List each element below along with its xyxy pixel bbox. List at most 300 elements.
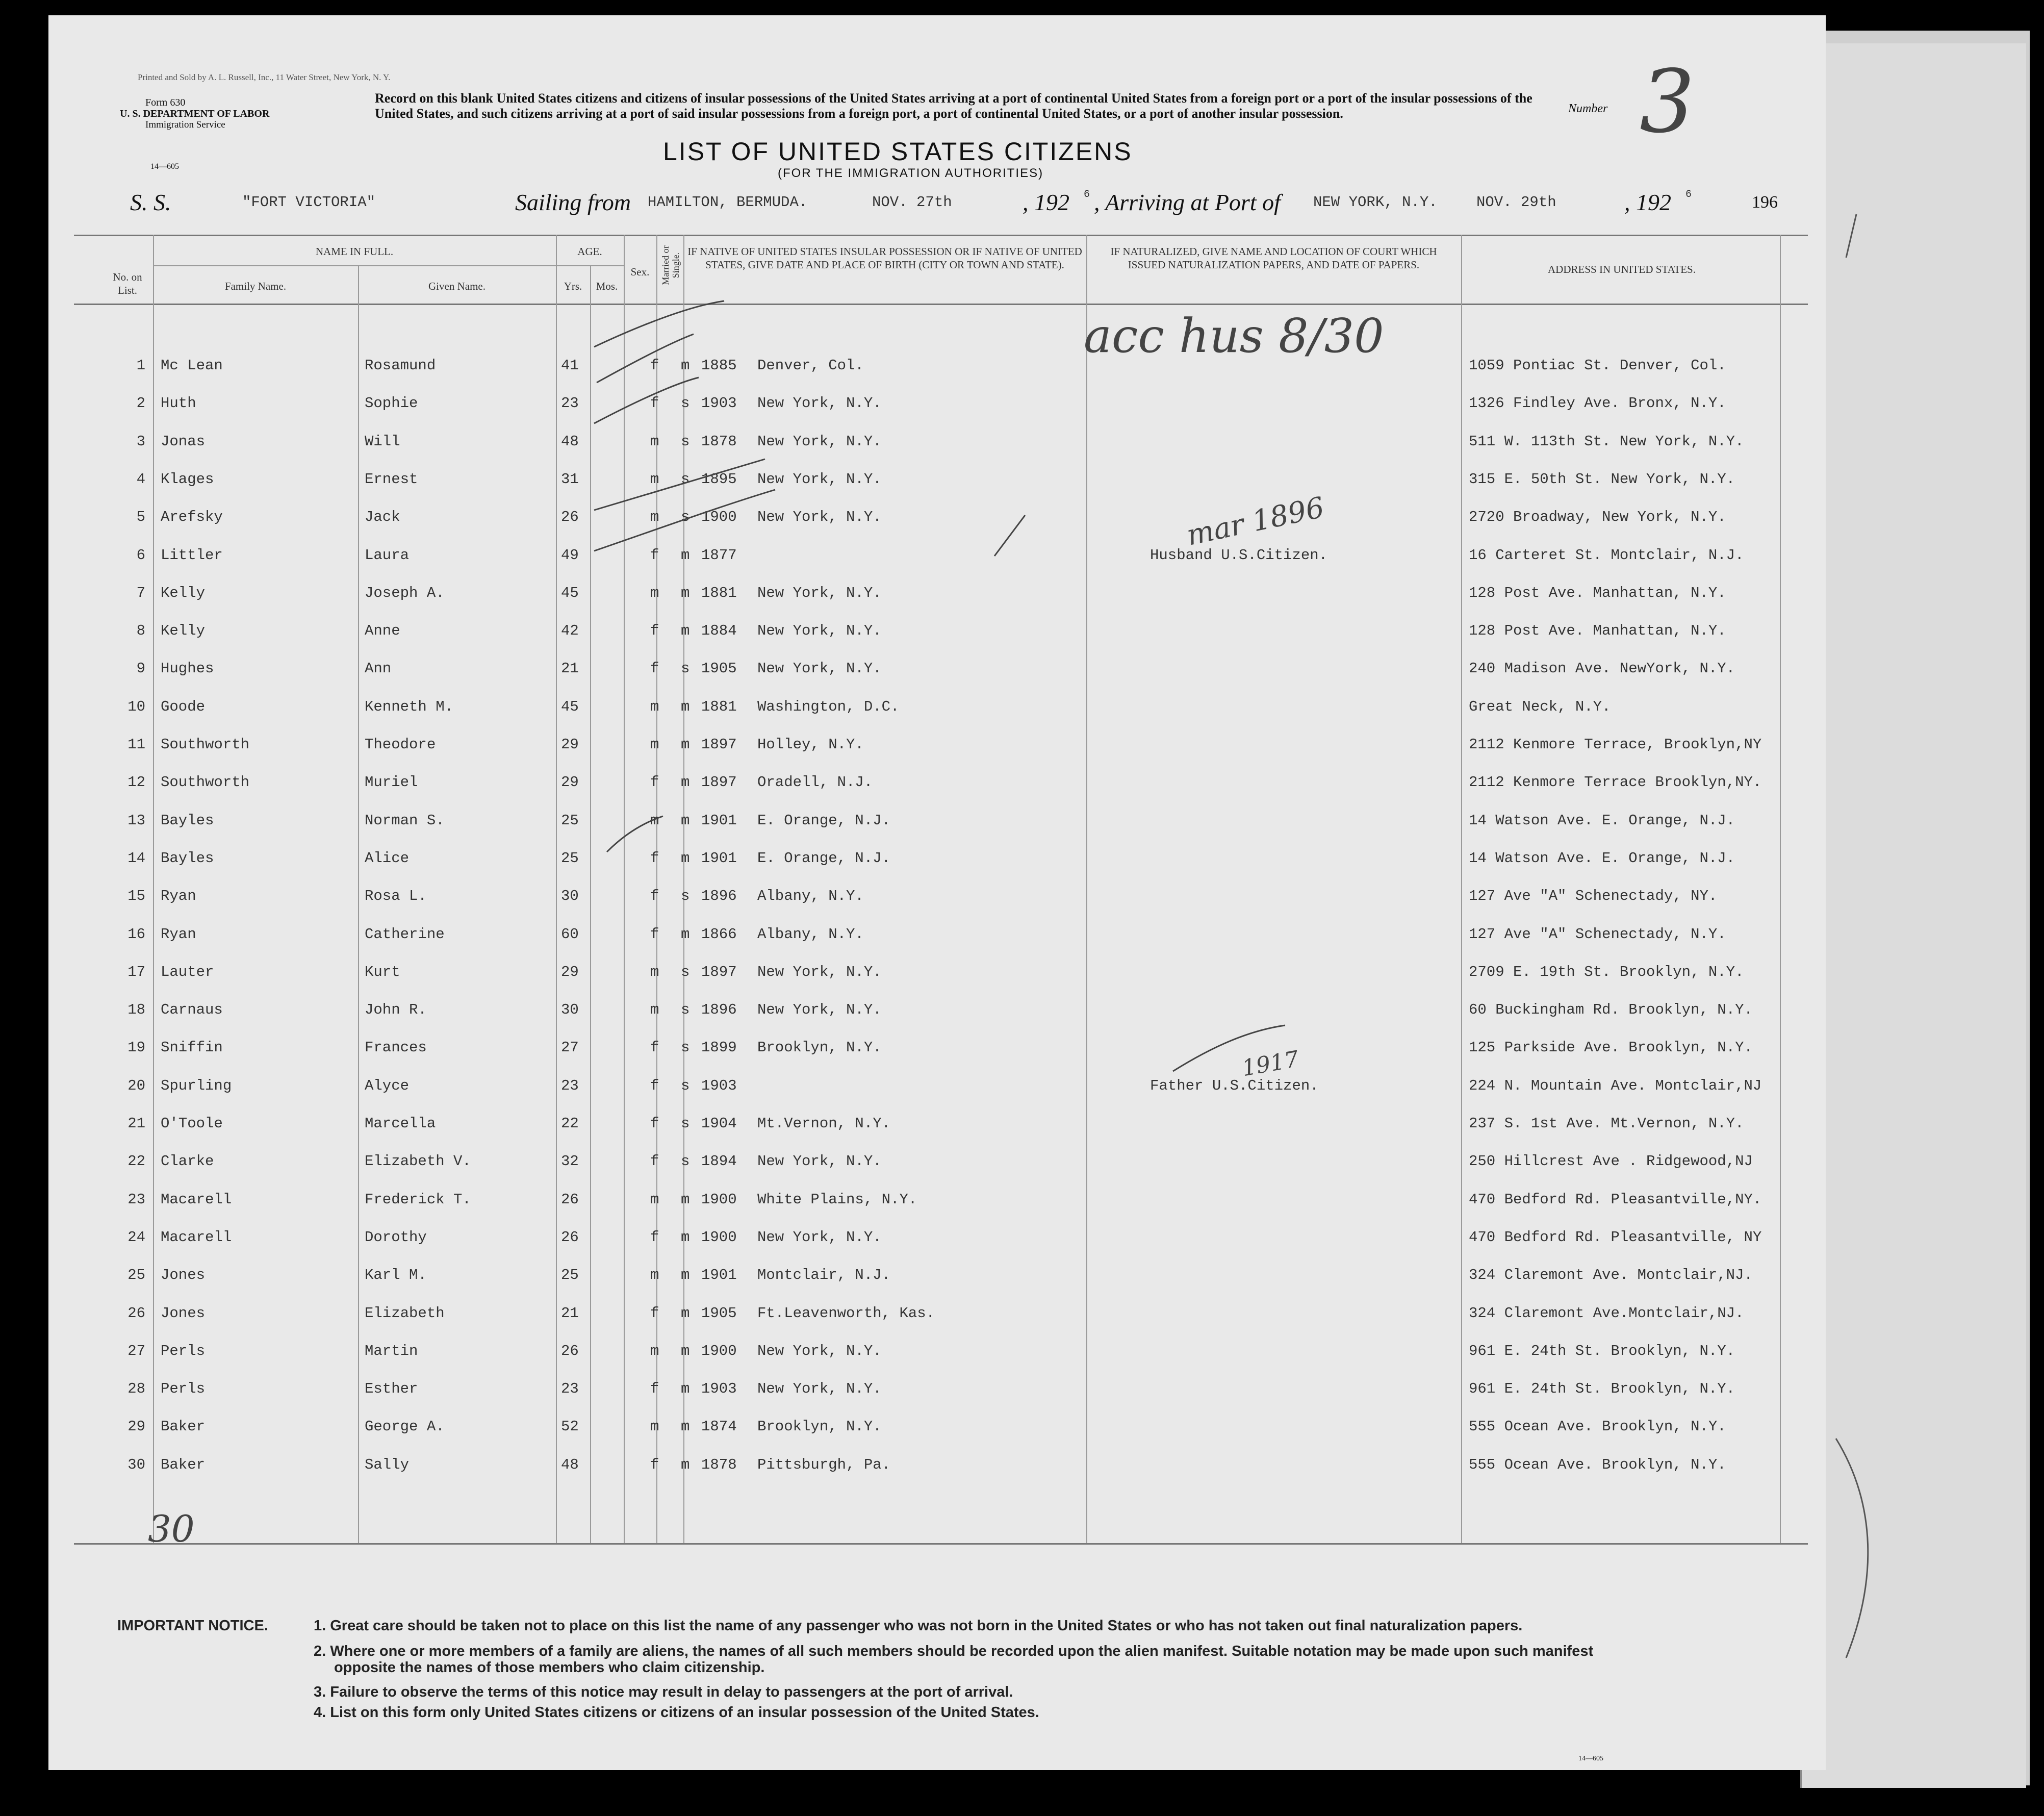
cell-ms: m: [681, 357, 690, 374]
cell-ms: s: [681, 470, 690, 488]
cell-ms: m: [681, 1456, 690, 1473]
cell-ms: m: [681, 1191, 690, 1208]
ship-name: "FORT VICTORIA": [242, 194, 376, 211]
cell-ms: m: [681, 1342, 690, 1359]
cell-family: Perls: [161, 1342, 206, 1359]
col-name-in-full: NAME IN FULL.: [315, 245, 394, 258]
cell-family: Jones: [161, 1304, 206, 1322]
cell-year: 1900: [701, 1342, 737, 1359]
handwritten-note: mar 1896: [1184, 491, 1327, 552]
cell-year: 1903: [701, 1380, 737, 1398]
cell-no: 5: [136, 509, 145, 526]
number-label: Number: [1568, 102, 1608, 115]
cell-given: Frances: [365, 1039, 427, 1056]
cell-place: New York, N.Y.: [757, 433, 882, 450]
cell-year: 1904: [701, 1115, 737, 1132]
cell-place: Pittsburgh, Pa.: [757, 1456, 891, 1473]
cell-no: 10: [127, 698, 145, 715]
cell-family: Littler: [161, 546, 223, 564]
cell-yrs: 30: [561, 1001, 579, 1019]
cell-given: Ann: [365, 660, 392, 677]
cell-addr: 2720 Broadway, New York, N.Y.: [1469, 509, 1726, 526]
cell-ms: m: [681, 584, 690, 601]
cell-place: Holley, N.Y.: [757, 736, 864, 753]
cell-ms: m: [681, 774, 690, 791]
cell-addr: 16 Carteret St. Montclair, N.J.: [1469, 546, 1744, 564]
cell-addr: 250 Hillcrest Ave . Ridgewood,NJ: [1469, 1153, 1753, 1170]
cell-year: 1903: [701, 1077, 737, 1094]
cell-no: 21: [127, 1115, 145, 1132]
cell-place: New York, N.Y.: [757, 509, 882, 526]
cell-place: Albany, N.Y.: [757, 925, 864, 943]
cell-given: Kurt: [365, 963, 400, 980]
cell-no: 13: [127, 812, 145, 829]
cell-family: Spurling: [161, 1077, 232, 1094]
cell-year: 1901: [701, 1267, 737, 1284]
cell-yrs: 29: [561, 736, 579, 753]
cell-ms: m: [681, 812, 690, 829]
cell-addr: 1059 Pontiac St. Denver, Col.: [1469, 357, 1726, 374]
cell-sex: f: [650, 1115, 659, 1132]
cell-given: Theodore: [365, 736, 436, 753]
cell-no: 28: [127, 1380, 145, 1398]
cell-family: Perls: [161, 1380, 206, 1398]
cell-yrs: 25: [561, 1267, 579, 1284]
cell-given: Martin: [365, 1342, 418, 1359]
cell-year: 1881: [701, 698, 737, 715]
cell-yrs: 49: [561, 546, 579, 564]
cell-yrs: 26: [561, 1342, 579, 1359]
cell-given: John R.: [365, 1001, 427, 1019]
cell-family: Southworth: [161, 774, 250, 791]
form-code: 14—605: [150, 162, 179, 171]
cell-place: New York, N.Y.: [757, 584, 882, 601]
cell-given: Muriel: [365, 774, 418, 791]
cell-ms: s: [681, 395, 690, 412]
cell-sex: m: [650, 1418, 659, 1435]
cell-sex: f: [650, 395, 659, 412]
service: Immigration Service: [145, 119, 225, 130]
cell-yrs: 25: [561, 812, 579, 829]
cell-family: Carnaus: [161, 1001, 223, 1019]
notice-item: 3. Failure to observe the terms of this notice may result in delay to passengers at the port of arrival.: [314, 1684, 1013, 1700]
cell-ms: s: [681, 1039, 690, 1056]
cell-family: Macarell: [161, 1191, 232, 1208]
cell-year: 1897: [701, 736, 737, 753]
cell-sex: m: [650, 1342, 659, 1359]
cell-year: 1897: [701, 963, 737, 980]
notice-label: IMPORTANT NOTICE.: [117, 1618, 268, 1634]
cell-year: 1895: [701, 470, 737, 488]
cell-family: O'Toole: [161, 1115, 223, 1132]
cell-year: 1877: [701, 546, 737, 564]
cell-place: Ft.Leavenworth, Kas.: [757, 1304, 935, 1322]
cell-sex: f: [650, 1456, 659, 1473]
col-birth: IF NATIVE OF UNITED STATES INSULAR POSSESSION OR IF NATIVE OF UNITED STATES, GIVE DATE AND PLACE OF BIRTH (CITY OR TOWN AND STATE).: [687, 245, 1082, 271]
cell-given: Sally: [365, 1456, 410, 1473]
sailing-from: HAMILTON, BERMUDA.: [648, 194, 808, 211]
cell-given: Laura: [365, 546, 410, 564]
cell-place: Brooklyn, N.Y.: [757, 1418, 882, 1435]
cell-addr: 2112 Kenmore Terrace, Brooklyn,NY: [1469, 736, 1762, 753]
cell-addr: 324 Claremont Ave. Montclair,NJ.: [1469, 1267, 1753, 1284]
cell-ms: s: [681, 1153, 690, 1170]
cell-given: Jack: [365, 509, 400, 526]
cell-yrs: 42: [561, 622, 579, 640]
cell-place: New York, N.Y.: [757, 1342, 882, 1359]
cell-given: Esther: [365, 1380, 418, 1398]
cell-family: Kelly: [161, 622, 206, 640]
col-married-single: Married or Single.: [660, 245, 681, 285]
cell-given: Elizabeth V.: [365, 1153, 471, 1170]
cell-ms: m: [681, 622, 690, 640]
cell-given: Catherine: [365, 925, 445, 943]
cell-year: 1874: [701, 1418, 737, 1435]
cell-family: Jones: [161, 1267, 206, 1284]
cell-year: 1896: [701, 888, 737, 905]
cell-ms: m: [681, 849, 690, 867]
cell-sex: f: [650, 1228, 659, 1246]
cell-yrs: 32: [561, 1153, 579, 1170]
cell-yrs: 60: [561, 925, 579, 943]
year-digit-2: 6: [1685, 189, 1692, 200]
cell-given: Marcella: [365, 1115, 436, 1132]
cell-yrs: 21: [561, 1304, 579, 1322]
cell-ms: m: [681, 546, 690, 564]
cell-natz: Husband U.S.Citizen.: [1150, 546, 1328, 564]
cell-no: 15: [127, 888, 145, 905]
cell-no: 23: [127, 1191, 145, 1208]
cell-year: 1866: [701, 925, 737, 943]
cell-year: 1901: [701, 849, 737, 867]
cell-given: Norman S.: [365, 812, 445, 829]
col-family-name: Family Name.: [224, 280, 287, 292]
cell-ms: s: [681, 888, 690, 905]
cell-yrs: 23: [561, 1380, 579, 1398]
col-address: ADDRESS IN UNITED STATES.: [1548, 263, 1696, 275]
cell-given: Frederick T.: [365, 1191, 471, 1208]
cell-ms: m: [681, 1304, 690, 1322]
col-mos: Mos.: [596, 280, 618, 292]
cell-family: Jonas: [161, 433, 206, 450]
year-label-2: , 192: [1624, 189, 1671, 215]
cell-yrs: 48: [561, 1456, 579, 1473]
cell-year: 1901: [701, 812, 737, 829]
cell-sex: m: [650, 433, 659, 450]
cell-addr: 470 Bedford Rd. Pleasantville,NY.: [1469, 1191, 1762, 1208]
cell-addr: 127 Ave "A" Schenectady, NY.: [1469, 888, 1718, 905]
cell-ms: m: [681, 1228, 690, 1246]
sailing-label: Sailing from: [515, 189, 631, 215]
cell-ms: m: [681, 1267, 690, 1284]
cell-yrs: 27: [561, 1039, 579, 1056]
cell-no: 7: [136, 584, 145, 601]
list-number: 3: [1640, 52, 1695, 153]
year-label-1: , 192: [1023, 189, 1069, 215]
cell-no: 17: [127, 963, 145, 980]
cell-sex: m: [650, 1001, 659, 1019]
cell-no: 9: [136, 660, 145, 677]
arriving-port: NEW YORK, N.Y.: [1313, 194, 1438, 211]
col-given-name: Given Name.: [428, 280, 486, 292]
cell-year: 1900: [701, 509, 737, 526]
cell-no: 26: [127, 1304, 145, 1322]
cell-no: 18: [127, 1001, 145, 1019]
cell-place: New York, N.Y.: [757, 622, 882, 640]
cell-place: Mt.Vernon, N.Y.: [757, 1115, 891, 1132]
cell-ms: s: [681, 1077, 690, 1094]
cell-no: 4: [136, 470, 145, 488]
col-sex: Sex.: [630, 266, 650, 278]
cell-yrs: 29: [561, 774, 579, 791]
cell-addr: 125 Parkside Ave. Brooklyn, N.Y.: [1469, 1039, 1753, 1056]
cell-yrs: 48: [561, 433, 579, 450]
cell-family: Macarell: [161, 1228, 232, 1246]
cell-addr: 224 N. Mountain Ave. Montclair,NJ: [1469, 1077, 1762, 1094]
cell-yrs: 23: [561, 1077, 579, 1094]
cell-sex: f: [650, 1039, 659, 1056]
col-yrs: Yrs.: [564, 280, 582, 292]
cell-no: 8: [136, 622, 145, 640]
cell-yrs: 45: [561, 698, 579, 715]
cell-ms: s: [681, 1115, 690, 1132]
cell-given: Anne: [365, 622, 400, 640]
cell-given: Rosa L.: [365, 888, 427, 905]
cell-sex: m: [650, 584, 659, 601]
cell-place: E. Orange, N.J.: [757, 849, 891, 867]
cell-place: Albany, N.Y.: [757, 888, 864, 905]
cell-yrs: 23: [561, 395, 579, 412]
page-subtitle: (FOR THE IMMIGRATION AUTHORITIES): [778, 166, 1044, 180]
cell-yrs: 26: [561, 509, 579, 526]
handwritten-note: acc hus 8/30: [1084, 309, 1384, 363]
cell-yrs: 26: [561, 1228, 579, 1246]
cell-no: 12: [127, 774, 145, 791]
cell-no: 20: [127, 1077, 145, 1094]
cell-addr: 555 Ocean Ave. Brooklyn, N.Y.: [1469, 1456, 1726, 1473]
cell-sex: m: [650, 1267, 659, 1284]
cell-no: 22: [127, 1153, 145, 1170]
stamp-number: 196: [1752, 193, 1778, 212]
cell-year: 1900: [701, 1191, 737, 1208]
cell-given: Will: [365, 433, 400, 450]
cell-year: 1900: [701, 1228, 737, 1246]
cell-yrs: 31: [561, 470, 579, 488]
cell-sex: m: [650, 963, 659, 980]
cell-place: New York, N.Y.: [757, 963, 882, 980]
cell-given: Rosamund: [365, 357, 436, 374]
cell-family: Ryan: [161, 888, 196, 905]
cell-sex: m: [650, 470, 659, 488]
cell-year: 1881: [701, 584, 737, 601]
cell-year: 1905: [701, 660, 737, 677]
cell-year: 1897: [701, 774, 737, 791]
cell-ms: s: [681, 963, 690, 980]
cell-sex: f: [650, 849, 659, 867]
cell-sex: m: [650, 509, 659, 526]
cell-addr: 14 Watson Ave. E. Orange, N.J.: [1469, 849, 1735, 867]
cell-place: Oradell, N.J.: [757, 774, 873, 791]
cell-family: Southworth: [161, 736, 250, 753]
cell-sex: m: [650, 1191, 659, 1208]
cell-addr: 237 S. 1st Ave. Mt.Vernon, N.Y.: [1469, 1115, 1744, 1132]
cell-sex: f: [650, 1380, 659, 1398]
notice-item: 1. Great care should be taken not to place on this list the name of any passenger who was not born in the United States or who has not taken out final naturalization papers.: [314, 1618, 1523, 1634]
footer-code: 14—605: [1578, 1755, 1603, 1762]
cell-year: 1896: [701, 1001, 737, 1019]
cell-family: Klages: [161, 470, 214, 488]
cell-addr: 14 Watson Ave. E. Orange, N.J.: [1469, 812, 1735, 829]
cell-addr: 961 E. 24th St. Brooklyn, N.Y.: [1469, 1380, 1735, 1398]
margin-marks: [1836, 214, 1868, 1658]
cell-given: Ernest: [365, 470, 418, 488]
printer-line: Printed and Sold by A. L. Russell, Inc., 11 Water Street, New York, N. Y.: [138, 72, 391, 82]
cell-addr: 128 Post Ave. Manhattan, N.Y.: [1469, 622, 1726, 640]
cell-family: Bayles: [161, 849, 214, 867]
cell-addr: 2709 E. 19th St. Brooklyn, N.Y.: [1469, 963, 1744, 980]
cell-year: 1899: [701, 1039, 737, 1056]
cell-family: Kelly: [161, 584, 206, 601]
cell-family: Huth: [161, 395, 196, 412]
cell-yrs: 30: [561, 888, 579, 905]
handwritten-note: 1917: [1240, 1046, 1301, 1082]
sailing-date: NOV. 27th: [872, 194, 952, 211]
cell-yrs: 22: [561, 1115, 579, 1132]
cell-no: 30: [127, 1456, 145, 1473]
cell-given: Kenneth M.: [365, 698, 454, 715]
cell-sex: f: [650, 888, 659, 905]
cell-ms: s: [681, 509, 690, 526]
cell-given: George A.: [365, 1418, 445, 1435]
cell-given: Alyce: [365, 1077, 410, 1094]
cell-addr: 470 Bedford Rd. Pleasantville, NY: [1469, 1228, 1762, 1246]
cell-addr: 555 Ocean Ave. Brooklyn, N.Y.: [1469, 1418, 1726, 1435]
cell-addr: 128 Post Ave. Manhattan, N.Y.: [1469, 584, 1726, 601]
cell-addr: 60 Buckingham Rd. Brooklyn, N.Y.: [1469, 1001, 1753, 1019]
check-marks: [594, 301, 1285, 1071]
col-no-on-list: No. on List.: [113, 271, 142, 296]
cell-addr: Great Neck, N.Y.: [1469, 698, 1611, 715]
notice-item: 4. List on this form only United States citizens or citizens of an insular possession of the United States.: [314, 1704, 1039, 1721]
ss-label: S. S.: [130, 189, 171, 215]
cell-sex: m: [650, 698, 659, 715]
cell-sex: f: [650, 1077, 659, 1094]
cell-given: Alice: [365, 849, 410, 867]
cell-place: White Plains, N.Y.: [757, 1191, 917, 1208]
cell-place: New York, N.Y.: [757, 1228, 882, 1246]
cell-yrs: 26: [561, 1191, 579, 1208]
cell-no: 27: [127, 1342, 145, 1359]
cell-given: Joseph A.: [365, 584, 445, 601]
notice-item: opposite the names of those members who claim citizenship.: [334, 1659, 765, 1676]
cell-no: 2: [136, 395, 145, 412]
cell-no: 25: [127, 1267, 145, 1284]
cell-family: Baker: [161, 1456, 206, 1473]
cell-place: New York, N.Y.: [757, 660, 882, 677]
cell-year: 1894: [701, 1153, 737, 1170]
cell-place: E. Orange, N.J.: [757, 812, 891, 829]
cell-yrs: 52: [561, 1418, 579, 1435]
cell-ms: s: [681, 433, 690, 450]
cell-addr: 511 W. 113th St. New York, N.Y.: [1469, 433, 1744, 450]
cell-yrs: 25: [561, 849, 579, 867]
cell-addr: 961 E. 24th St. Brooklyn, N.Y.: [1469, 1342, 1735, 1359]
cell-no: 24: [127, 1228, 145, 1246]
cell-place: New York, N.Y.: [757, 1001, 882, 1019]
cell-family: Hughes: [161, 660, 214, 677]
cell-sex: f: [650, 546, 659, 564]
cell-addr: 1326 Findley Ave. Bronx, N.Y.: [1469, 395, 1726, 412]
cell-given: Elizabeth: [365, 1304, 445, 1322]
arriving-label: , Arriving at Port of: [1094, 189, 1281, 215]
cell-family: Clarke: [161, 1153, 214, 1170]
cell-family: Lauter: [161, 963, 214, 980]
cell-addr: 324 Claremont Ave.Montclair,NJ.: [1469, 1304, 1744, 1322]
cell-addr: 315 E. 50th St. New York, N.Y.: [1469, 470, 1735, 488]
cell-sex: m: [650, 812, 659, 829]
cell-year: 1885: [701, 357, 737, 374]
cell-place: New York, N.Y.: [757, 1380, 882, 1398]
cell-place: Washington, D.C.: [757, 698, 900, 715]
cell-place: Montclair, N.J.: [757, 1267, 891, 1284]
cell-year: 1884: [701, 622, 737, 640]
cell-sex: f: [650, 660, 659, 677]
cell-ms: m: [681, 925, 690, 943]
cell-family: Baker: [161, 1418, 206, 1435]
cell-addr: 2112 Kenmore Terrace Brooklyn,NY.: [1469, 774, 1762, 791]
cell-sex: f: [650, 925, 659, 943]
cell-family: Mc Lean: [161, 357, 223, 374]
cell-family: Goode: [161, 698, 206, 715]
form-number: Form 630: [145, 97, 186, 108]
cell-natz: Father U.S.Citizen.: [1150, 1077, 1319, 1094]
cell-no: 1: [136, 357, 145, 374]
cell-sex: m: [650, 736, 659, 753]
cell-no: 6: [136, 546, 145, 564]
cell-family: Arefsky: [161, 509, 223, 526]
cell-year: 1905: [701, 1304, 737, 1322]
cell-yrs: 29: [561, 963, 579, 980]
cell-place: New York, N.Y.: [757, 395, 882, 412]
cell-ms: s: [681, 1001, 690, 1019]
cell-ms: m: [681, 1418, 690, 1435]
cell-family: Bayles: [161, 812, 214, 829]
cell-no: 3: [136, 433, 145, 450]
cell-sex: f: [650, 622, 659, 640]
cell-family: Ryan: [161, 925, 196, 943]
cell-ms: s: [681, 660, 690, 677]
handwritten-total: 30: [148, 1507, 195, 1550]
arriving-date: NOV. 29th: [1476, 194, 1556, 211]
cell-no: 16: [127, 925, 145, 943]
cell-family: Sniffin: [161, 1039, 223, 1056]
cell-given: Karl M.: [365, 1267, 427, 1284]
cell-ms: m: [681, 698, 690, 715]
cell-place: New York, N.Y.: [757, 470, 882, 488]
cell-addr: 240 Madison Ave. NewYork, N.Y.: [1469, 660, 1735, 677]
cell-year: 1903: [701, 395, 737, 412]
cell-sex: f: [650, 1304, 659, 1322]
cell-yrs: 45: [561, 584, 579, 601]
cell-no: 14: [127, 849, 145, 867]
page-title: LIST OF UNITED STATES CITIZENS: [663, 137, 1133, 166]
cell-sex: f: [650, 357, 659, 374]
cell-yrs: 21: [561, 660, 579, 677]
cell-given: Dorothy: [365, 1228, 427, 1246]
cell-year: 1878: [701, 1456, 737, 1473]
department: U. S. DEPARTMENT OF LABOR: [120, 108, 270, 119]
cell-year: 1878: [701, 433, 737, 450]
